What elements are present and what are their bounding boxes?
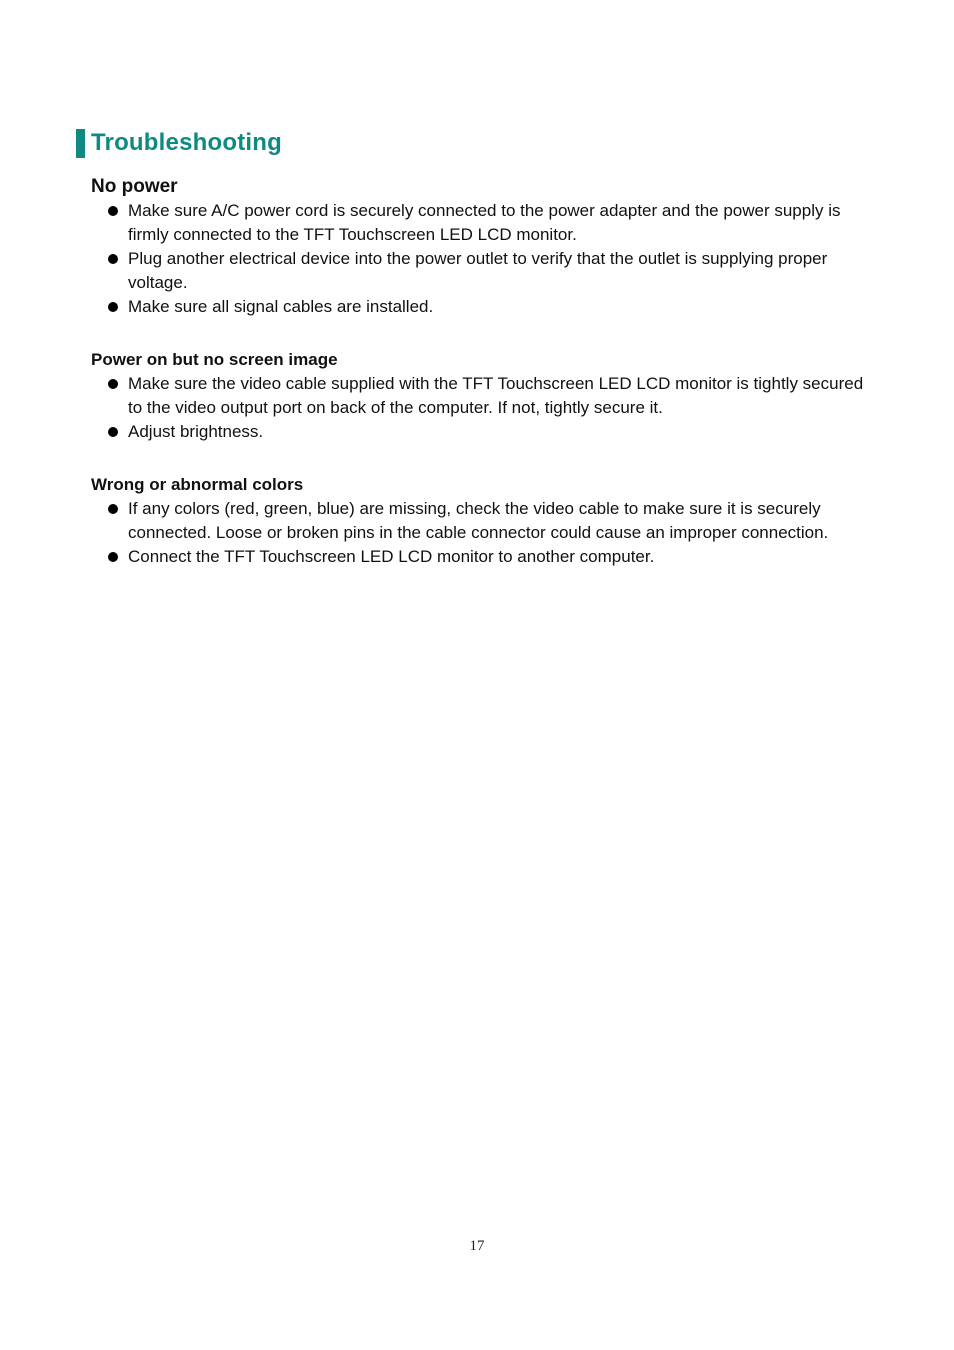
bullet-icon bbox=[108, 254, 118, 264]
list-item bbox=[91, 497, 871, 545]
section-abnormal-colors bbox=[91, 473, 871, 569]
bullet-list bbox=[91, 199, 871, 319]
section-no-power bbox=[91, 175, 871, 319]
list-item bbox=[91, 295, 871, 319]
list-item bbox=[91, 199, 871, 247]
list-item bbox=[91, 372, 871, 420]
list-item-text: If any colors (red, green, blue) are missing, check the video cable to make sure it is securely connected. Loose or broken pins in the cable connector could cause an improper connection. bbox=[128, 499, 829, 542]
bullet-list bbox=[91, 372, 871, 444]
list-item-text: Make sure the video cable supplied with the TFT Touchscreen LED LCD monitor is tightly secured to the video output port on back of the computer. If not, tightly secure it. bbox=[128, 374, 864, 417]
section-title: No power bbox=[91, 176, 178, 197]
heading-accent-bar bbox=[76, 129, 85, 158]
list-item bbox=[91, 247, 871, 295]
list-item bbox=[91, 545, 871, 569]
list-item-text: Make sure A/C power cord is securely connected to the power adapter and the power supply is firmly connected to the TFT Touchscreen LED LCD monitor. bbox=[128, 201, 841, 244]
list-item-text: Make sure all signal cables are installed. bbox=[128, 297, 434, 316]
bullet-icon bbox=[108, 427, 118, 437]
page-number: 17 bbox=[469, 1238, 485, 1254]
bullet-icon bbox=[108, 379, 118, 389]
bullet-icon bbox=[108, 552, 118, 562]
section-no-screen-image bbox=[91, 348, 871, 444]
section-title: Power on but no screen image bbox=[91, 350, 338, 369]
page-title: Troubleshooting bbox=[91, 129, 282, 156]
section-title: Wrong or abnormal colors bbox=[91, 475, 304, 494]
list-item-text: Connect the TFT Touchscreen LED LCD monitor to another computer. bbox=[128, 547, 655, 566]
list-item bbox=[91, 420, 871, 444]
list-item-text: Plug another electrical device into the power outlet to verify that the outlet is supplying proper voltage. bbox=[128, 249, 828, 292]
bullet-icon bbox=[108, 504, 118, 514]
list-item-text: Adjust brightness. bbox=[128, 422, 264, 441]
bullet-list bbox=[91, 497, 871, 569]
bullet-icon bbox=[108, 302, 118, 312]
bullet-icon bbox=[108, 206, 118, 216]
page-heading bbox=[76, 128, 282, 158]
